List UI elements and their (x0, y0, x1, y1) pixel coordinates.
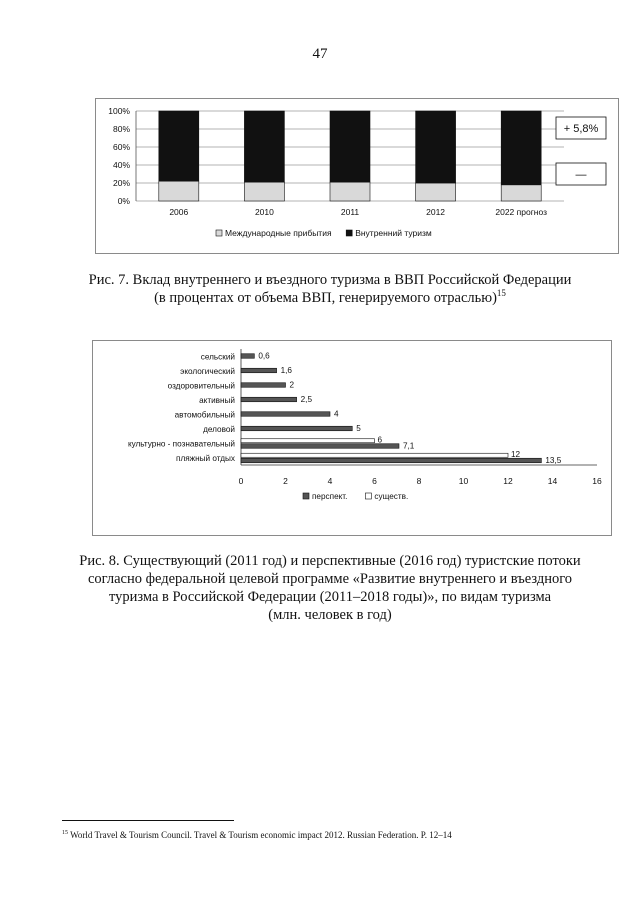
figure-7-caption (60, 271, 600, 307)
caption-line: Рис. 8. Существующий (2011 год) и перспективные (2016 год) туристские потоки (79, 553, 581, 569)
x-tick-label: 2006 (169, 207, 189, 217)
x-tick-label: 4 (327, 476, 333, 486)
data-label: 12 (511, 449, 521, 459)
data-label: 1,6 (280, 365, 292, 375)
horizontal-bar-chart (93, 341, 611, 535)
y-tick-label: 60% (112, 142, 130, 152)
data-label: 5 (356, 423, 361, 433)
annotation-text: — (575, 169, 587, 181)
data-label: 0,6 (258, 351, 270, 361)
page-number: 47 (312, 46, 328, 62)
x-tick-label: 12 (503, 476, 513, 486)
bar-segment (159, 111, 199, 181)
footnote-text: World Travel & Tourism Council. Travel & Tourism economic impact 2012. Russian Federation. P. 12–14 (70, 830, 452, 840)
bar (241, 444, 399, 449)
bar-segment (501, 185, 541, 201)
caption-line: Рис. 7. Вклад внутреннего и въездного туризма в ВВП Российской Федерации (88, 272, 572, 288)
legend-label: существ. (374, 492, 409, 501)
legend-swatch (365, 493, 371, 499)
footnote-number: 15 (62, 830, 68, 836)
bar (241, 412, 330, 417)
bar-segment (416, 183, 456, 201)
data-label: 6 (377, 435, 383, 445)
figure-8-caption (60, 552, 600, 624)
data-label: 2,5 (300, 394, 313, 404)
chart-gdp-contribution (95, 98, 619, 254)
legend-swatch (346, 230, 352, 236)
category-label: деловой (203, 424, 235, 434)
category-label: культурно - познавательный (127, 439, 235, 449)
legend-swatch (303, 493, 309, 499)
y-tick-label: 80% (112, 124, 130, 134)
category-label: сельский (200, 352, 235, 362)
category-label: пляжный отдых (176, 453, 235, 463)
category-label: активный (199, 395, 235, 405)
x-tick-label: 0 (238, 476, 244, 486)
bar (241, 453, 508, 457)
data-label: 13,5 (545, 455, 562, 465)
caption-line: согласно федеральной целевой программе «Развитие внутреннего и въездного (87, 571, 573, 587)
x-tick-label: 14 (547, 476, 558, 486)
annotation-text: + 5,8% (563, 123, 599, 135)
bar (241, 354, 254, 359)
category-label: экологический (180, 366, 235, 376)
footnote-divider (62, 820, 234, 821)
x-tick-label: 2010 (254, 207, 274, 217)
bar (241, 397, 297, 402)
bar (241, 383, 286, 388)
y-tick-label: 20% (112, 178, 130, 188)
caption-line: туризма в Российской Федерации (2011–2018 годы)», по видам туризма (108, 589, 552, 605)
bar-segment (244, 182, 284, 201)
legend-label: перспект. (312, 492, 348, 501)
y-tick-label: 100% (108, 106, 130, 116)
legend-label: Внутренний туризм (355, 228, 432, 238)
x-tick-label: 8 (416, 476, 422, 486)
data-label: 4 (334, 409, 339, 419)
bar-segment (159, 181, 199, 201)
category-label: оздоровительный (167, 381, 235, 391)
chart-tourist-flows (92, 340, 612, 536)
bar-segment (330, 182, 370, 201)
bar (241, 439, 375, 443)
legend-label: Международные прибытия (225, 228, 332, 238)
footnote (62, 828, 602, 841)
bar-segment (501, 111, 541, 185)
legend-swatch (216, 230, 222, 236)
stacked-bar-chart (96, 99, 618, 253)
y-tick-label: 40% (112, 160, 130, 170)
x-tick-label: 2011 (340, 207, 360, 217)
data-label: 2 (289, 380, 295, 390)
bar-segment (244, 111, 284, 182)
x-tick-label: 6 (372, 476, 377, 486)
bar (241, 426, 352, 431)
footnote-ref: 15 (496, 288, 506, 299)
bar (241, 458, 541, 463)
x-tick-label: 10 (458, 476, 469, 486)
caption-line: (млн. человек в год) (268, 607, 392, 623)
caption-line: (в процентах от объема ВВП, генерируемого отраслью)$^{15}$ (154, 288, 506, 306)
bar-segment (416, 111, 456, 183)
y-tick-label: 0% (117, 196, 130, 206)
data-label: 7,1 (402, 441, 415, 451)
x-tick-label: 2 (283, 476, 288, 486)
x-tick-label: 16 (592, 476, 602, 486)
bar-segment (330, 111, 370, 182)
x-tick-label: 2012 (426, 207, 446, 217)
x-tick-label: 2022 прогноз (495, 207, 548, 217)
bar (241, 368, 277, 373)
category-label: автомобильный (174, 410, 235, 420)
